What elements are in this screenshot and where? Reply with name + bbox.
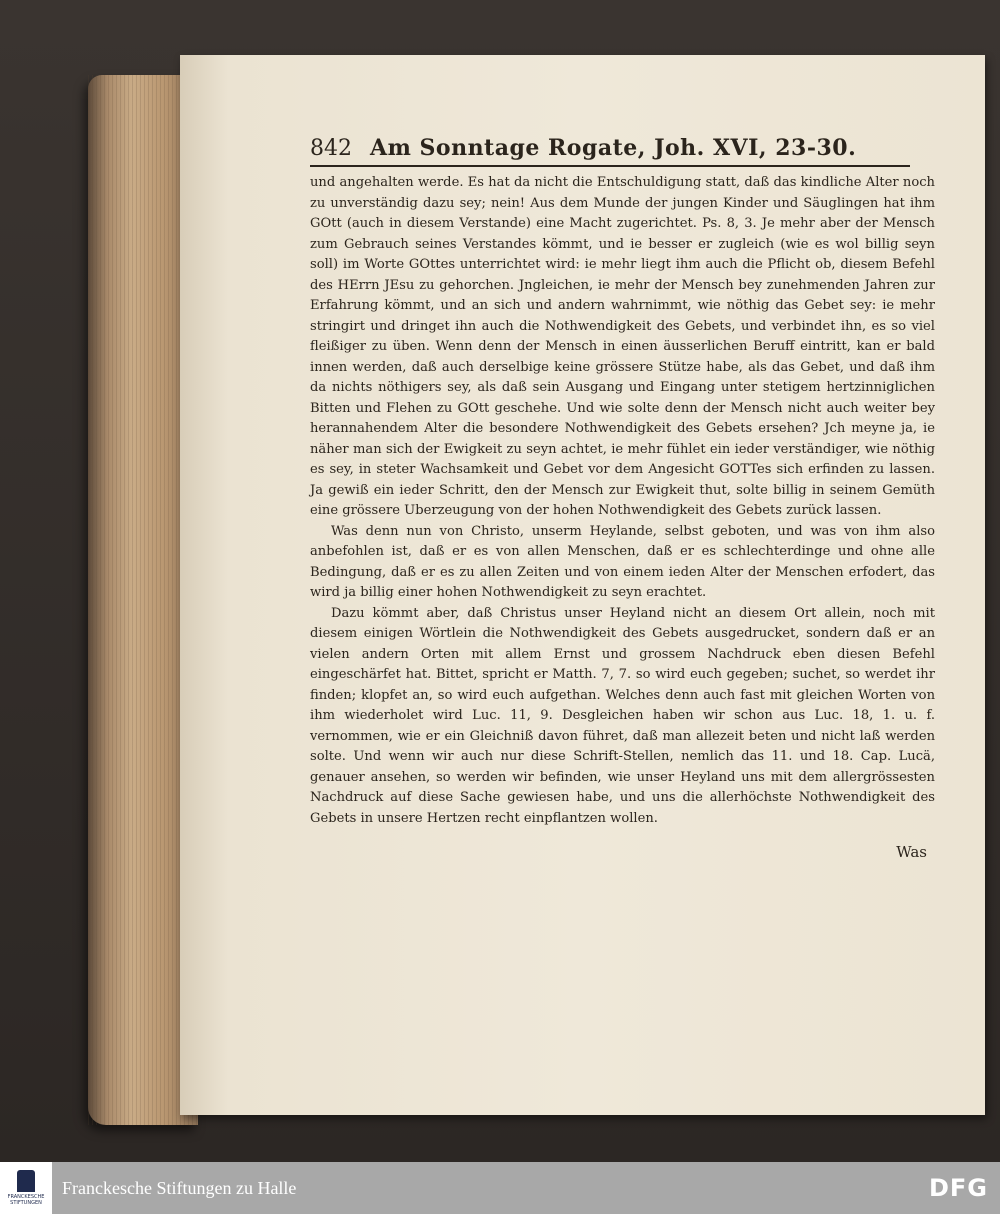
institution-name[interactable]: Franckesche Stiftungen zu Halle xyxy=(62,1177,297,1198)
page-number: 842 xyxy=(310,136,352,161)
body-text xyxy=(310,173,935,829)
book-page xyxy=(180,55,985,1115)
page-header xyxy=(310,135,910,167)
institution-logo[interactable] xyxy=(0,1162,52,1214)
page-content xyxy=(310,135,935,861)
catchword: Was xyxy=(896,843,927,861)
running-title: Am Sonntage Rogate, Joh. XVI, 23-30. xyxy=(370,135,857,161)
building-logo-icon xyxy=(17,1170,35,1192)
dfg-logo[interactable]: DFG xyxy=(928,1174,988,1202)
footer-bar xyxy=(0,1162,1000,1214)
paragraph-1: und angehalten werde. Es hat da nicht die Entschuldigung statt, daß das kindliche Alter noch zu unverständig dazu sey; nein! Aus dem Munde der jungen Kinder und Säuglingen hat ihm GOtt (auch in diesem Verstande) eine Macht zugerichtet. Ps. 8, 3. Je mehr aber der Mensch zum Gebrauch seines Verstandes kömmt, und ie besser er zugleich (wie es wol billig seyn soll) im Worte GOttes unterrichtet wird: ie mehr liegt ihm auch die Pflicht ob, diesem Befehl des HErrn JEsu zu gehorchen. Jngleichen, ie mehr der Mensch bey zunehmenden Jahren zur Erfahrung kömmt, und an sich und andern wahrnimmt, wie nöthig das Gebet sey: ie mehr stringirt und dringet ihn auch die Nothwendigkeit des Gebets, und verbindet ihn, es so viel fleißiger zu üben. Wenn denn der Mensch in einen äusserlichen Beruff eintritt, kan er bald innen werden, daß auch derselbige keine grössere Stütze habe, als das Gebet, und daß ihm da nichts nöthigers sey, als daß sein Ausgang und Eingang unter stetigem hertzinniglichen Bitten und Flehen zu GOtt geschehe. Und wie solte denn der Mensch nicht auch weiter bey herannahendem Alter die besondere Nothwendigkeit des Gebets ersehen? Jch meyne ja, ie näher man sich der Ewigkeit zu seyn achtet, ie mehr fühlet ein ieder verständiger, wie nöthig es sey, in steter Wachsamkeit und Gebet vor dem Angesicht GOTTes sich erfinden zu lassen. Ja gewiß ein ieder Schritt, den der Mensch zur Ewigkeit thut, solte billig in seinem Gemüth eine grössere Uberzeugung von der hohen Nothwendigkeit des Gebets zurück lassen. xyxy=(310,175,935,518)
paragraph-2: Was denn nun von Christo, unserm Heylande, selbst geboten, und was von ihm also anbefohlen ist, daß er es von allen Menschen, daß er es schlechterdinge und ohne alle Bedingung, daß er es zu allen Zeiten und von einem ieden Alter der Menschen erfodert, das wird ja billig einer hohen Nothwendigkeit zu seyn erachtet. xyxy=(310,523,935,600)
logo-text: FRANCKESCHE STIFTUNGEN xyxy=(7,1194,45,1206)
paragraph-3: Dazu kömmt aber, daß Christus unser Heyland nicht an diesem Ort allein, noch mit diesem einigen Wörtlein die Nothwendigkeit des Gebets ausgedrucket, sondern daß er an vielen andern Orten mit allem Ernst und grossem Nachdruck eben diesen Befehl eingeschärfet hat. Bittet, spricht er Matth. 7, 7. so wird euch gegeben; suchet, so werdet ihr finden; klopfet an, so wird euch aufgethan. Welches denn auch fast mit gleichen Worten von ihm wiederholet wird Luc. 11, 9. Desgleichen haben wir schon aus Luc. 18, 1. u. f. vernommen, wie er ein Gleichniß davon führet, daß man allezeit beten und nicht laß werden solte. Und wenn wir auch nur diese Schrift-Stellen, nemlich das 11. und 18. Cap. Lucä, genauer ansehen, so werden wir befinden, wie unser Heyland uns mit dem allergrössesten Nachdruck auf diese Sache gewiesen habe, und uns die allerhöchste Nothwendigkeit des Gebets in unsere Hertzen recht einpflantzen wollen. xyxy=(310,605,935,826)
